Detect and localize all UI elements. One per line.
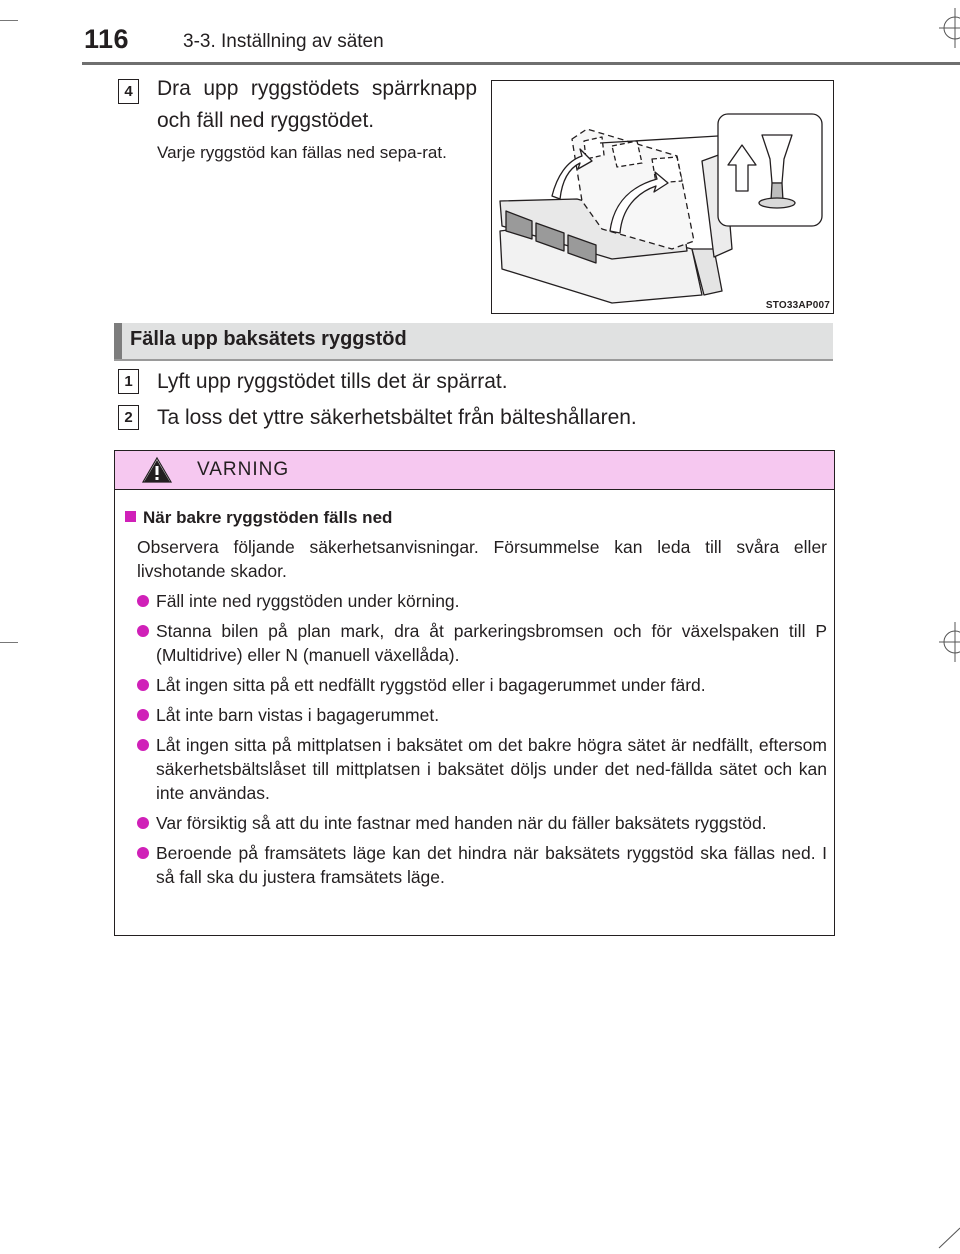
header-rule bbox=[82, 62, 960, 65]
crop-mark-top-right bbox=[935, 8, 960, 48]
step-badge-1: 1 bbox=[118, 369, 139, 394]
bullet-dot-icon bbox=[137, 625, 149, 637]
warning-header bbox=[115, 451, 834, 490]
step-badge-2: 2 bbox=[118, 405, 139, 430]
warning-title: VARNING bbox=[197, 459, 290, 480]
bullet-dot-icon bbox=[137, 679, 149, 691]
subheading-bar bbox=[114, 323, 122, 359]
figure-code: STO33AP007 bbox=[765, 300, 830, 311]
bullet-dot-icon bbox=[137, 847, 149, 859]
warning-heading-text: När bakre ryggstöden fälls ned bbox=[143, 508, 393, 527]
section-title: 3-3. Inställning av säten bbox=[183, 31, 384, 52]
bullet-dot-icon bbox=[137, 739, 149, 751]
warning-triangle-icon bbox=[141, 456, 173, 484]
page-number: 116 bbox=[84, 24, 130, 54]
list-item: Låt inte barn vistas i bagagerummet. bbox=[137, 703, 827, 727]
list-item: Låt ingen sitta på mittplatsen i baksätet om det bakre högra sätet är nedfällt, eftersom säkerhetsbältslåset till mittplatsen i baksätet döljs under det ned-fällda sätet och kan inte användas. bbox=[137, 733, 827, 805]
list-item: Beroende på framsätets läge kan det hindra när baksätets ryggstöd ska fällas ned. I så fall ska du justera framsätets läge. bbox=[137, 841, 827, 889]
subheading bbox=[114, 323, 833, 361]
step-1-text: Lyft upp ryggstödet tills det är spärrat. bbox=[157, 370, 508, 393]
list-item: Stanna bilen på plan mark, dra åt parkeringsbromsen och för växelspaken till P (Multidrive) eller N (manuell växellåda). bbox=[137, 619, 827, 667]
warning-heading bbox=[125, 508, 392, 528]
bullet-dot-icon bbox=[137, 709, 149, 721]
warning-intro: Observera följande säkerhetsanvisningar. Försummelse kan leda till svåra eller livshotande skador. bbox=[137, 537, 827, 581]
list-item: Fäll inte ned ryggstöden under körning. bbox=[137, 589, 827, 613]
step-badge-4: 4 bbox=[118, 79, 139, 104]
square-bullet-icon bbox=[125, 511, 136, 522]
list-item: Var försiktig så att du inte fastnar med handen när du fäller baksätets ryggstöd. bbox=[137, 811, 827, 835]
crop-mark-bottom-right bbox=[935, 1218, 960, 1254]
bullet-dot-icon bbox=[137, 817, 149, 829]
step-4-note: Varje ryggstöd kan fällas ned sepa-rat. bbox=[157, 143, 447, 162]
step-2-text: Ta loss det yttre säkerhetsbältet från bälteshållaren. bbox=[157, 406, 637, 429]
warning-box bbox=[114, 450, 835, 936]
warning-bullet-list bbox=[137, 589, 827, 895]
figure-folding-seat bbox=[491, 80, 834, 314]
bullet-dot-icon bbox=[137, 595, 149, 607]
subheading-text: Fälla upp baksätets ryggstöd bbox=[130, 328, 407, 350]
step-4-text: Dra upp ryggstödets spärrknapp och fäll ned ryggstödet. bbox=[157, 77, 477, 132]
crop-line-left bbox=[0, 642, 18, 643]
crop-mark-mid-right bbox=[935, 622, 960, 662]
list-item: Låt ingen sitta på ett nedfällt ryggstöd eller i bagagerummet under färd. bbox=[137, 673, 827, 697]
folding-seat-illustration bbox=[492, 81, 833, 313]
crop-line-top-left bbox=[0, 20, 18, 21]
